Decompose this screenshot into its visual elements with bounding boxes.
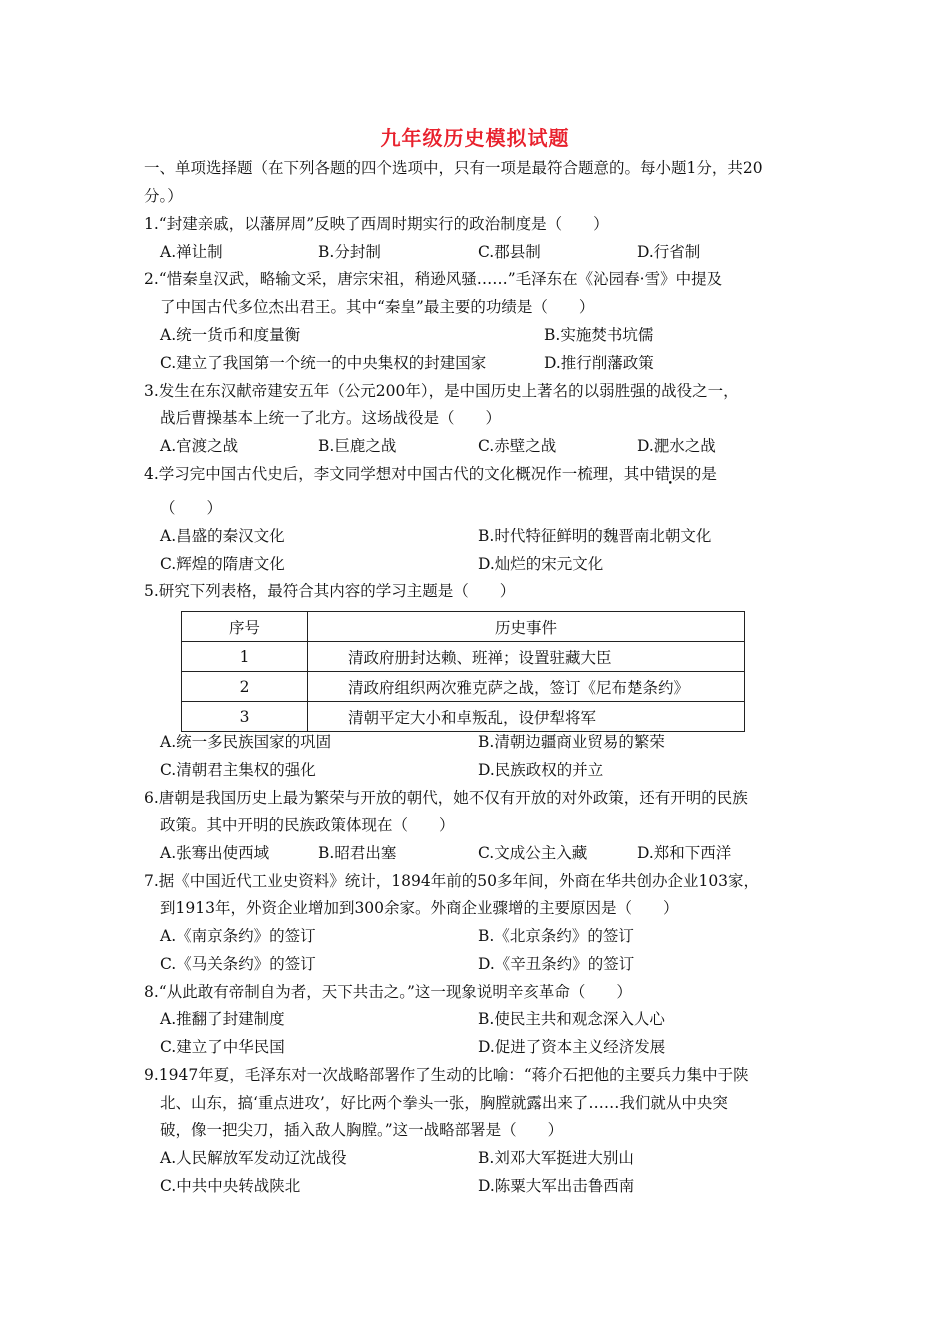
table-header-row (182, 612, 745, 642)
question-1-option-c: C.郡县制 (478, 243, 541, 261)
question-9-option-d: D.陈粟大军出击鲁西南 (478, 1177, 635, 1195)
question-9-option-b: B.刘邓大军挺进大别山 (478, 1149, 634, 1167)
question-8-option-a: A.推翻了封建制度 (160, 1010, 285, 1028)
question-6-option-a: A.张骞出使西域 (160, 844, 270, 862)
question-4-option-c: C.辉煌的隋唐文化 (160, 555, 285, 573)
question-2-stem-line2: 了中国古代多位杰出君王。其中“秦皇”最主要的功绩是（ ） (160, 298, 595, 316)
question-8-option-b: B.使民主共和观念深入人心 (478, 1010, 665, 1028)
question-5-stem: 5.研究下列表格，最符合其内容的学习主题是（ ） (144, 582, 516, 600)
question-9-option-a: A.人民解放军发动辽沈战役 (160, 1149, 347, 1167)
table-header-cell: 历史事件 (308, 612, 745, 642)
table-row (182, 702, 745, 732)
question-9-stem-line2: 北、山东，搞‘重点进攻’，好比两个拳头一张，胸膛就露出来了……我们就从中央突 (160, 1094, 728, 1112)
question-2-option-a: A.统一货币和度量衡 (160, 326, 301, 344)
question-7-option-b: B.《北京条约》的签订 (478, 927, 634, 945)
question-4-stem-line2: （ ） (160, 499, 223, 517)
question-9-option-c: C.中共中央转战陕北 (160, 1177, 301, 1195)
section-instruction-line2: 分。） (144, 187, 183, 205)
question-2-option-b: B.实施焚书坑儒 (544, 326, 654, 344)
question-2-stem-line1: 2.“惜秦皇汉武，略输文采，唐宗宋祖，稍逊风骚……”毛泽东在《沁园春·雪》中提及 (144, 270, 723, 288)
table-cell: 1 (182, 642, 308, 672)
question-7-option-c: C.《马关条约》的签订 (160, 955, 316, 973)
question-8-stem: 8.“从此敢有帝制自为者，天下共击之。”这一现象说明辛亥革命（ ） (144, 983, 632, 1001)
events-table (181, 611, 745, 732)
question-5-option-a: A.统一多民族国家的巩固 (160, 733, 332, 751)
question-6-stem-line1: 6.唐朝是我国历史上最为繁荣与开放的朝代，她不仅有开放的对外政策，还有开明的民族 (144, 789, 748, 807)
question-8-option-c: C.建立了中华民国 (160, 1038, 285, 1056)
question-6-option-c: C.文成公主入藏 (478, 844, 588, 862)
question-3-option-c: C.赤壁之战 (478, 437, 557, 455)
question-7-option-d: D.《辛丑条约》的签订 (478, 955, 635, 973)
question-4-stem-text: 4.学习完中国古代史后，李文同学想对中国古代的文化概况作一梳理，其中 (144, 465, 655, 483)
table-row (182, 672, 745, 702)
table-cell: 清政府册封达赖、班禅；设置驻藏大臣 (308, 642, 745, 672)
question-6-stem-line2: 政策。其中开明的民族政策体现在（ ） (160, 816, 455, 834)
question-4-option-d: D.灿烂的宋元文化 (478, 555, 604, 573)
question-9-stem-line1: 9.1947年夏，毛泽东对一次战略部署作了生动的比喻：“蒋介石把他的主要兵力集中于陕 (144, 1066, 749, 1084)
question-5-option-b: B.清朝边疆商业贸易的繁荣 (478, 733, 665, 751)
question-4-option-a: A.昌盛的秦汉文化 (160, 527, 285, 545)
question-4-option-b: B.时代特征鲜明的魏晋南北朝文化 (478, 527, 712, 545)
question-4-stem-line1 (144, 463, 717, 485)
question-7-stem-line1: 7.据《中国近代工业史资料》统计，1894年前的50多年间，外商在华共创办企业103家， (144, 872, 760, 890)
section-instruction-line1: 一、单项选择题（在下列各题的四个选项中，只有一项是最符合题意的。每小题1分，共20 (144, 159, 763, 177)
table-cell: 清朝平定大小和卓叛乱，设伊犁将军 (308, 702, 745, 732)
question-1-stem: 1.“封建亲戚，以藩屏周”反映了西周时期实行的政治制度是（ ） (144, 215, 609, 233)
emphasis-word: 错误 (654, 465, 686, 483)
question-5-option-c: C.清朝君主集权的强化 (160, 761, 316, 779)
question-2-option-c: C.建立了我国第一个统一的中央集权的封建国家 (160, 354, 487, 372)
question-3-stem-line2: 战后曹操基本上统一了北方。这场战役是（ ） (160, 409, 502, 427)
question-1-option-b: B.分封制 (318, 243, 381, 261)
page-title: 九年级历史模拟试题 (380, 126, 570, 150)
question-6-option-d: D.郑和下西洋 (637, 844, 732, 862)
question-8-option-d: D.促进了资本主义经济发展 (478, 1038, 666, 1056)
question-3-option-d: D.淝水之战 (637, 437, 716, 455)
table-cell: 2 (182, 672, 308, 702)
question-4-stem-end: 的是 (685, 465, 717, 483)
question-3-option-b: B.巨鹿之战 (318, 437, 397, 455)
question-6-option-b: B.昭君出塞 (318, 844, 397, 862)
question-3-option-a: A.官渡之战 (160, 437, 239, 455)
table-cell: 清政府组织两次雅克萨之战，签订《尼布楚条约》 (308, 672, 745, 702)
table-cell: 3 (182, 702, 308, 732)
question-7-stem-line2: 到1913年，外资企业增加到300余家。外商企业骤增的主要原因是（ ） (160, 899, 679, 917)
question-3-stem-line1: 3.发生在东汉献帝建安五年（公元200年），是中国历史上著名的以弱胜强的战役之一， (144, 382, 739, 400)
question-7-option-a: A.《南京条约》的签订 (160, 927, 316, 945)
question-5-option-d: D.民族政权的并立 (478, 761, 604, 779)
question-1-option-a: A.禅让制 (160, 243, 223, 261)
question-1-option-d: D.行省制 (637, 243, 701, 261)
question-2-option-d: D.推行削藩政策 (544, 354, 654, 372)
table-row (182, 642, 745, 672)
table-header-cell: 序号 (182, 612, 308, 642)
question-9-stem-line3: 破，像一把尖刀，插入敌人胸膛。”这一战略部署是（ ） (160, 1121, 564, 1139)
